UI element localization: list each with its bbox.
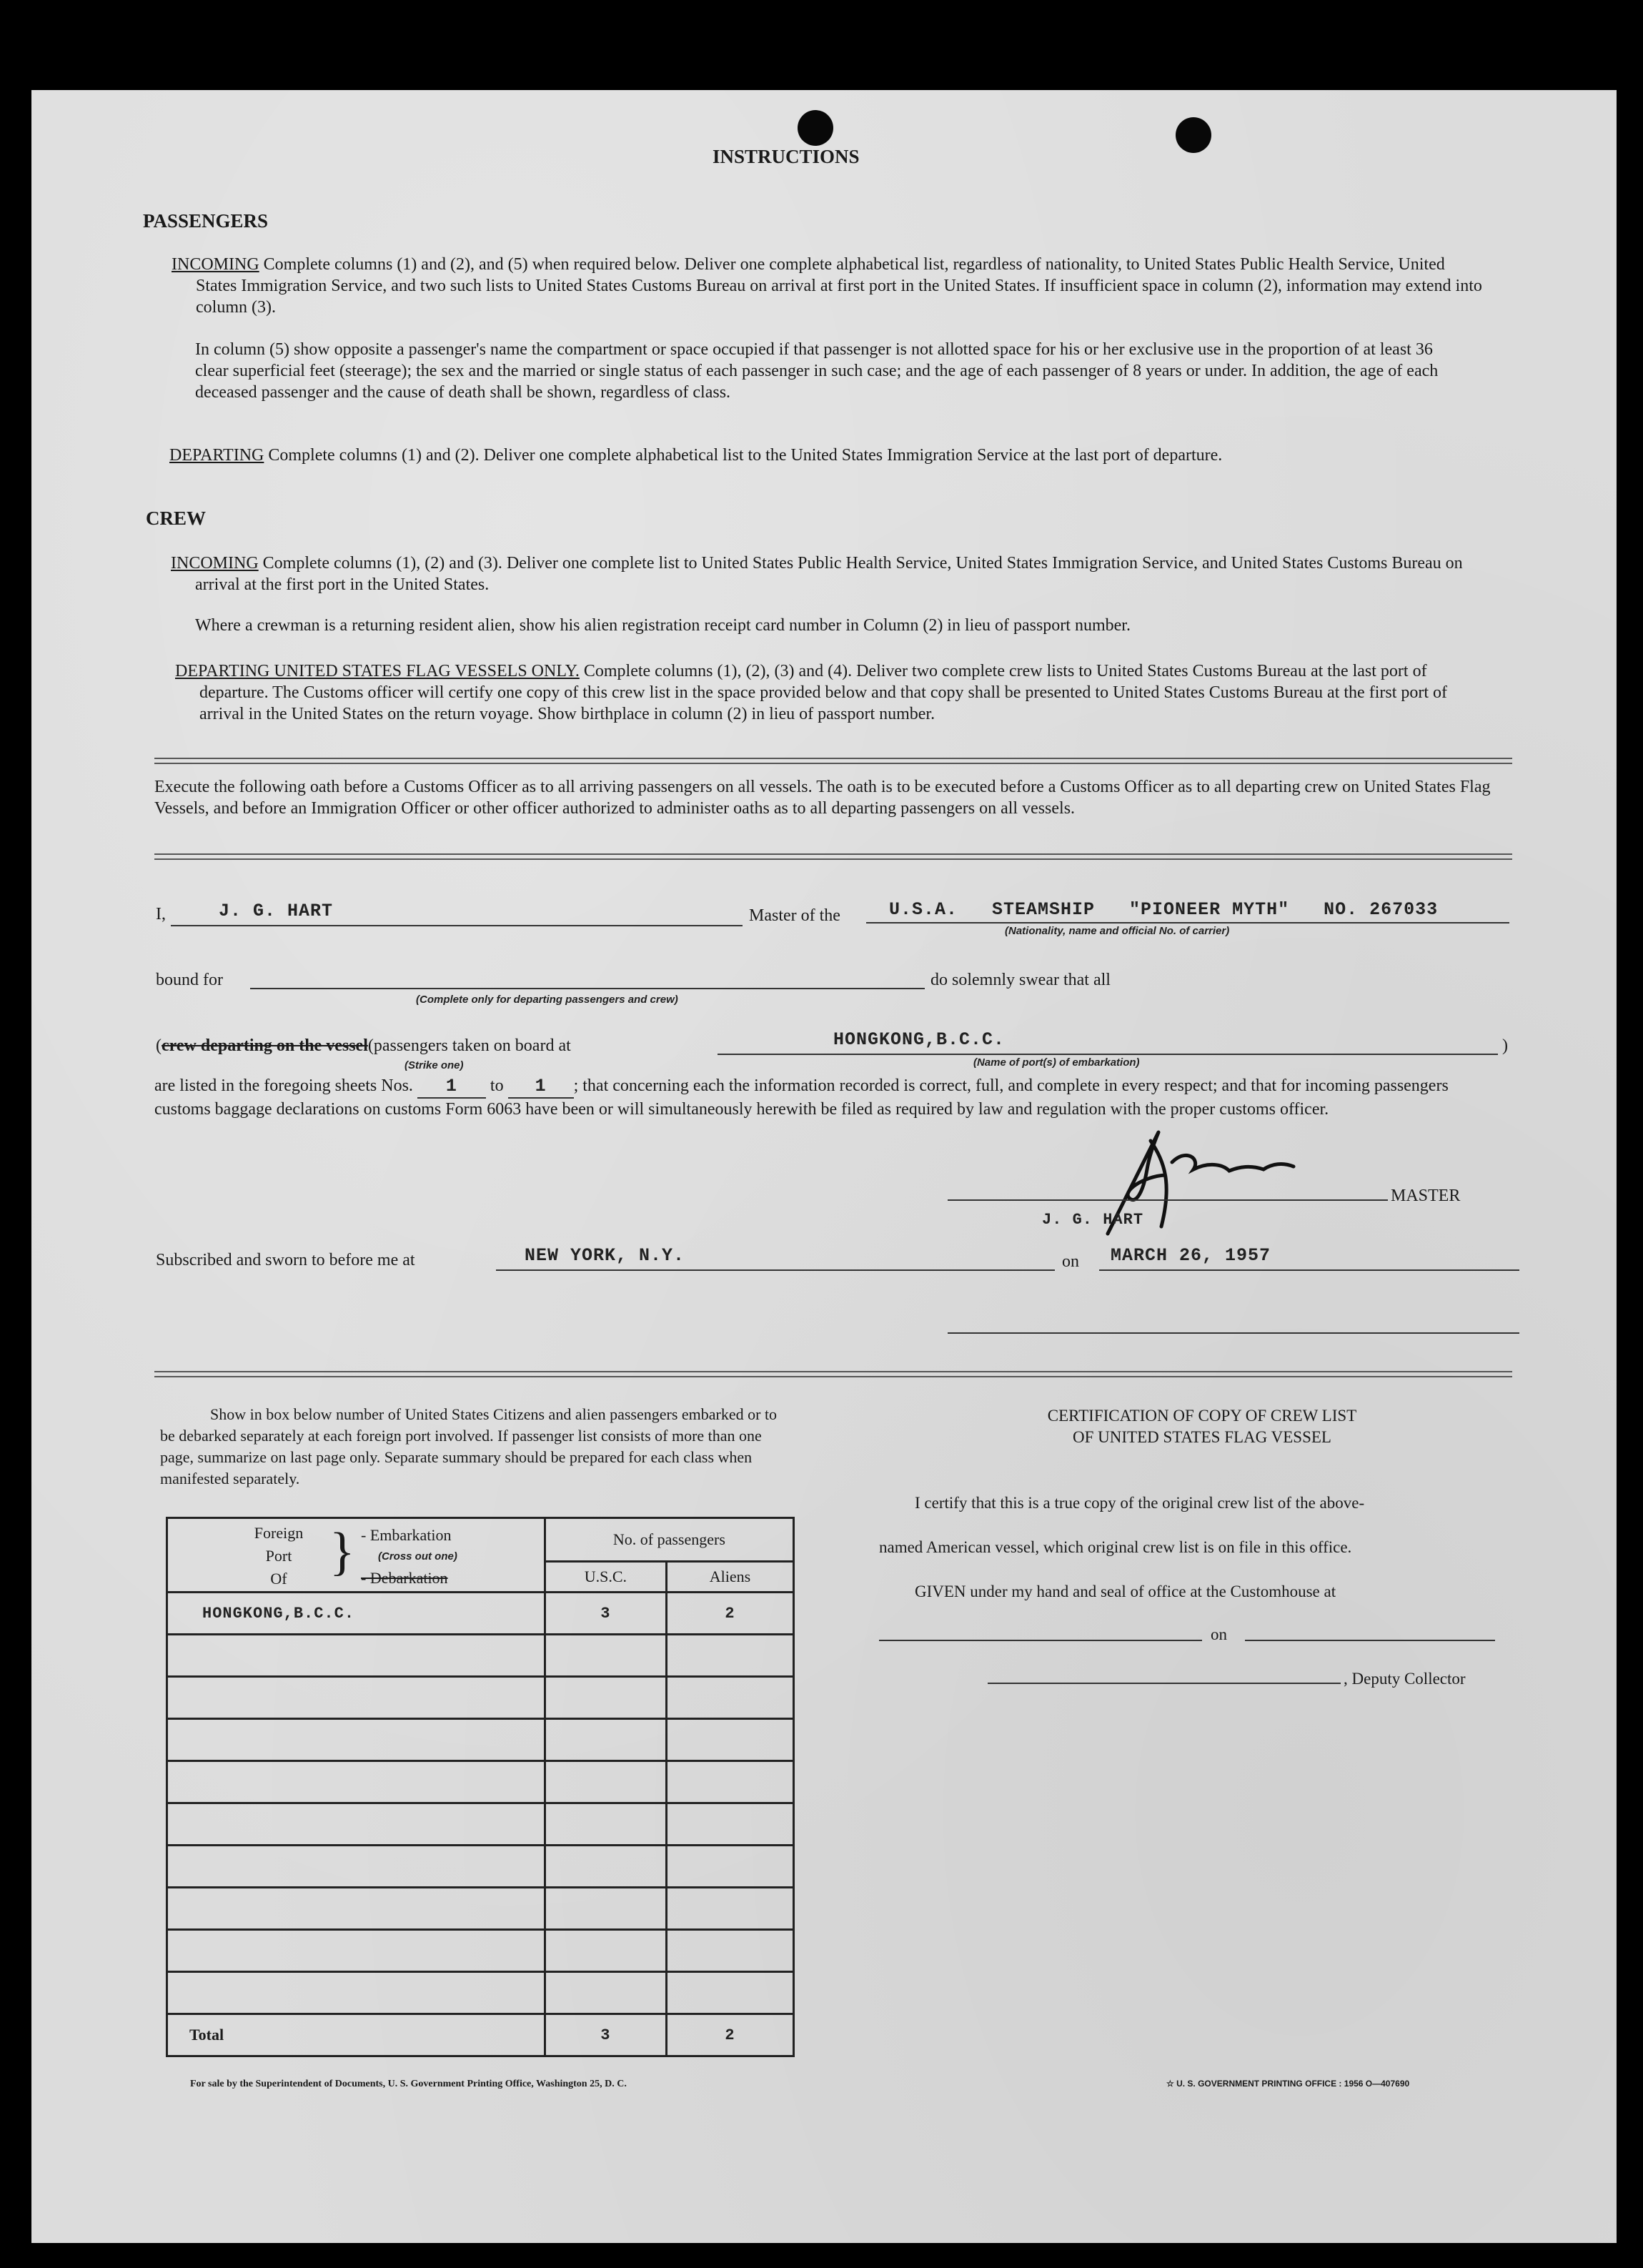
form-sheet — [31, 90, 1617, 2243]
divider-3 — [154, 1371, 1512, 1377]
vessel-caption: (Nationality, name and official No. of carrier) — [1005, 925, 1230, 937]
passengers-incoming-label: INCOMING — [172, 255, 259, 274]
crew-incoming-paragraph — [171, 553, 1489, 595]
certification-title-line1: CERTIFICATION OF COPY OF CREW LIST — [1047, 1407, 1357, 1425]
port-label: Port — [265, 1547, 292, 1565]
brace-glyph: } — [329, 1522, 355, 1581]
summary-usc-cell — [545, 1930, 666, 1972]
summary-port-cell: HONGKONG,B.C.C. — [167, 1593, 545, 1635]
summary-aliens-cell — [666, 1803, 793, 1846]
master-name-value: J. G. HART — [219, 901, 334, 921]
master-name-line — [171, 925, 743, 926]
summary-aliens-cell: 2 — [666, 1593, 793, 1635]
summary-aliens-cell — [666, 1635, 793, 1677]
passengers-departing-label: DEPARTING — [169, 446, 264, 465]
of-label: Of — [270, 1570, 287, 1588]
certification-on-label: on — [1211, 1625, 1227, 1643]
signature-typed-name: J. G. HART — [1042, 1211, 1144, 1229]
summary-row — [167, 1761, 794, 1803]
summary-row — [167, 1972, 794, 2014]
sworn-place-value: NEW YORK, N.Y. — [525, 1245, 685, 1266]
summary-port-cell — [167, 1930, 545, 1972]
summary-usc-cell — [545, 1972, 666, 2014]
swear-text: do solemnly swear that all — [930, 971, 1111, 989]
summary-body — [167, 1593, 794, 2014]
sheets-text: ; that concerning each the information recorded is correct, full, and complete in every respect; and that for incoming passengers customs baggage declarations on customs Form 6063 have been or will simultaneously herewith be filed as required by law and regulation with the proper customs officer. — [154, 1076, 1449, 1119]
port-value: HONGKONG,B.C.C. — [833, 1029, 1006, 1050]
punch-hole-left — [798, 110, 833, 146]
sworn-label: Subscribed and sworn to before me at — [156, 1251, 415, 1269]
foreign-label: Foreign — [254, 1524, 304, 1542]
sheet-from-value: 1 — [417, 1076, 486, 1099]
punch-hole-right — [1176, 117, 1211, 153]
open-paren: ( — [156, 1036, 162, 1055]
aliens-header: Aliens — [666, 1562, 793, 1593]
summary-usc-cell — [545, 1719, 666, 1761]
summary-row — [167, 1930, 794, 1972]
struck-crew-text: crew departing on the vessel — [162, 1036, 368, 1055]
cross-out-caption: (Cross out one) — [378, 1550, 457, 1563]
sworn-on-label: on — [1062, 1252, 1079, 1271]
summary-usc-cell — [545, 1803, 666, 1846]
summary-row — [167, 1803, 794, 1846]
usc-header: U.S.C. — [545, 1562, 666, 1593]
officer-signature-line — [948, 1332, 1519, 1334]
crew-departing-label: DEPARTING UNITED STATES FLAG VESSELS ONLY. — [175, 662, 580, 680]
passenger-summary-table — [166, 1517, 795, 2057]
no-passengers-header: No. of passengers — [545, 1518, 793, 1562]
summary-total-row — [167, 2014, 794, 2056]
debarkation-label — [361, 1569, 448, 1588]
summary-usc-cell — [545, 1635, 666, 1677]
summary-usc-cell — [545, 1677, 666, 1719]
summary-usc-cell: 3 — [545, 1593, 666, 1635]
bound-caption: (Complete only for departing passengers and crew) — [416, 994, 678, 1006]
instructions-title: INSTRUCTIONS — [713, 146, 860, 167]
divider-1 — [154, 758, 1512, 764]
sheets-paragraph — [154, 1075, 1498, 1120]
master-of-label: Master of the — [749, 906, 840, 925]
summary-header-row-1 — [167, 1518, 794, 1562]
certification-text-3: GIVEN under my hand and seal of office at the Customhouse at — [915, 1583, 1336, 1600]
master-label: MASTER — [1391, 1187, 1461, 1205]
sheet-to-value: 1 — [508, 1076, 574, 1099]
summary-port-cell — [167, 1803, 545, 1846]
i-label: I, — [156, 905, 166, 923]
embarkation-label: - Embarkation — [361, 1526, 452, 1544]
summary-aliens-cell — [666, 1761, 793, 1803]
oath-instruction: Execute the following oath before a Customs Officer as to all arriving passengers on all vessels. The oath is to be executed before a Customs Officer as to all departing crew on United States Flag Vessels, and before an Immigration Officer or other officer authorized to administer oaths as to all departing passengers on all vessels. — [154, 778, 1491, 818]
crew-incoming-label: INCOMING — [171, 554, 259, 573]
passengers-heading: PASSENGERS — [143, 210, 269, 232]
summary-usc-cell — [545, 1846, 666, 1888]
summary-usc-cell — [545, 1761, 666, 1803]
summary-port-cell — [167, 1635, 545, 1677]
sworn-date-value: MARCH 26, 1957 — [1111, 1245, 1271, 1266]
summary-usc-cell — [545, 1888, 666, 1930]
passengers-incoming-text: Complete columns (1) and (2), and (5) when required below. Deliver one complete alphabetical list, regardless of nationality, to United States Public Health Service, United States Immigration Service, and two such lists to United States Customs Bureau on arrival at first port in the United States. If insufficient space in column (2), information may extend into column (3). — [196, 255, 1482, 317]
summary-port-cell — [167, 1972, 545, 2014]
vessel-value: U.S.A. STEAMSHIP "PIONEER MYTH" NO. 267033 — [889, 899, 1439, 920]
summary-port-cell — [167, 1761, 545, 1803]
bound-for-line — [250, 988, 925, 989]
summary-row — [167, 1888, 794, 1930]
passengers-incoming-paragraph — [172, 254, 1489, 318]
summary-port-cell — [167, 1888, 545, 1930]
summary-aliens-cell — [666, 1972, 793, 2014]
crew-departing-paragraph — [175, 660, 1489, 725]
summary-port-cell — [167, 1677, 545, 1719]
footer-left: For sale by the Superintendent of Documents, U. S. Government Printing Office, Washington 25, D. C. — [190, 2079, 627, 2089]
foreign-port-header — [167, 1518, 545, 1593]
bound-for-label: bound for — [156, 971, 223, 989]
summary-aliens-cell — [666, 1719, 793, 1761]
deputy-collector-line — [988, 1683, 1341, 1684]
summary-row — [167, 1677, 794, 1719]
summary-row — [167, 1846, 794, 1888]
vessel-line — [866, 922, 1509, 923]
summary-aliens-cell — [666, 1888, 793, 1930]
summary-aliens-cell — [666, 1846, 793, 1888]
passengers-departing-paragraph — [169, 445, 1489, 466]
certification-text-1: I certify that this is a true copy of the original crew list of the above- — [915, 1494, 1365, 1512]
port-caption: (Name of port(s) of embarkation) — [973, 1056, 1140, 1069]
passengers-taken-label: (passengers taken on board at — [367, 1036, 571, 1055]
passengers-departing-text: Complete columns (1) and (2). Deliver one complete alphabetical list to the United States Immigration Service at the last port of departure. — [268, 446, 1223, 465]
sworn-date-line — [1099, 1269, 1519, 1271]
summary-row — [167, 1635, 794, 1677]
summary-row — [167, 1593, 794, 1635]
crew-incoming-text: Complete columns (1), (2) and (3). Deliver one complete list to United States Public Health Service, United States Immigration Service, and United States Customs Bureau on arrival at the first port in the United States. — [195, 554, 1463, 594]
summary-port-cell — [167, 1719, 545, 1761]
crew-resident-paragraph: Where a crewman is a returning resident alien, show his alien registration receipt card number in Column (2) in lieu of passport number. — [195, 616, 1131, 635]
total-usc-value: 3 — [545, 2014, 666, 2056]
deputy-collector-label: , Deputy Collector — [1344, 1670, 1466, 1688]
crew-departing-text: Complete columns (1), (2), (3) and (4). Deliver two complete crew lists to United States Customs Bureau at the last port of departure. The Customs officer will certify one copy of this crew list in the space provided below and that copy shall be presented to United States Customs Bureau at the first port of arrival in the United States on the return voyage. Show birthplace in column (2) in lieu of passport number. — [199, 662, 1448, 723]
sheets-label: are listed in the foregoing sheets Nos. — [154, 1076, 413, 1095]
close-paren: ) — [1502, 1036, 1508, 1055]
certification-title — [880, 1405, 1524, 1448]
certification-date-line — [1245, 1640, 1495, 1641]
sworn-place-line — [496, 1269, 1055, 1271]
summary-port-cell — [167, 1846, 545, 1888]
footer-right: ☆ U. S. GOVERNMENT PRINTING OFFICE : 1956 O—407690 — [1166, 2079, 1410, 2089]
passengers-column5-paragraph: In column (5) show opposite a passenger's name the compartment or space occupied if that passenger is not allotted space for his or her exclusive use in the proportion of at least 36 clear superficial feet (steerage); the sex and the married or single status of each passenger in such case; and the age of each passenger of 8 years or under. In addition, the age of each deceased passenger and the cause of death shall be shown, regardless of class. — [195, 340, 1439, 402]
certification-title-line2: OF UNITED STATES FLAG VESSEL — [1073, 1428, 1331, 1446]
summary-instruction: Show in box below number of United States Citizens and alien passengers embarked or to be debarked separately at each foreign port involved. If passenger list consists of more than one page, summarize on last page only. Separate summary should be prepared for each class when manifested separately. — [160, 1405, 778, 1487]
crew-passengers-line — [156, 1036, 571, 1056]
summary-aliens-cell — [666, 1677, 793, 1719]
master-signature-line — [948, 1199, 1388, 1201]
strike-caption: (Strike one) — [404, 1059, 464, 1071]
divider-2 — [154, 853, 1512, 860]
total-label: Total — [167, 2014, 545, 2056]
summary-row — [167, 1719, 794, 1761]
crew-heading: CREW — [146, 507, 207, 529]
port-line — [718, 1054, 1498, 1055]
to-label: to — [490, 1076, 504, 1095]
debarkation-struck: - Debarkation — [361, 1569, 448, 1587]
summary-aliens-cell — [666, 1930, 793, 1972]
certification-place-line — [879, 1640, 1202, 1641]
certification-text-2: named American vessel, which original crew list is on file in this office. — [879, 1538, 1352, 1556]
total-aliens-value: 2 — [666, 2014, 793, 2056]
